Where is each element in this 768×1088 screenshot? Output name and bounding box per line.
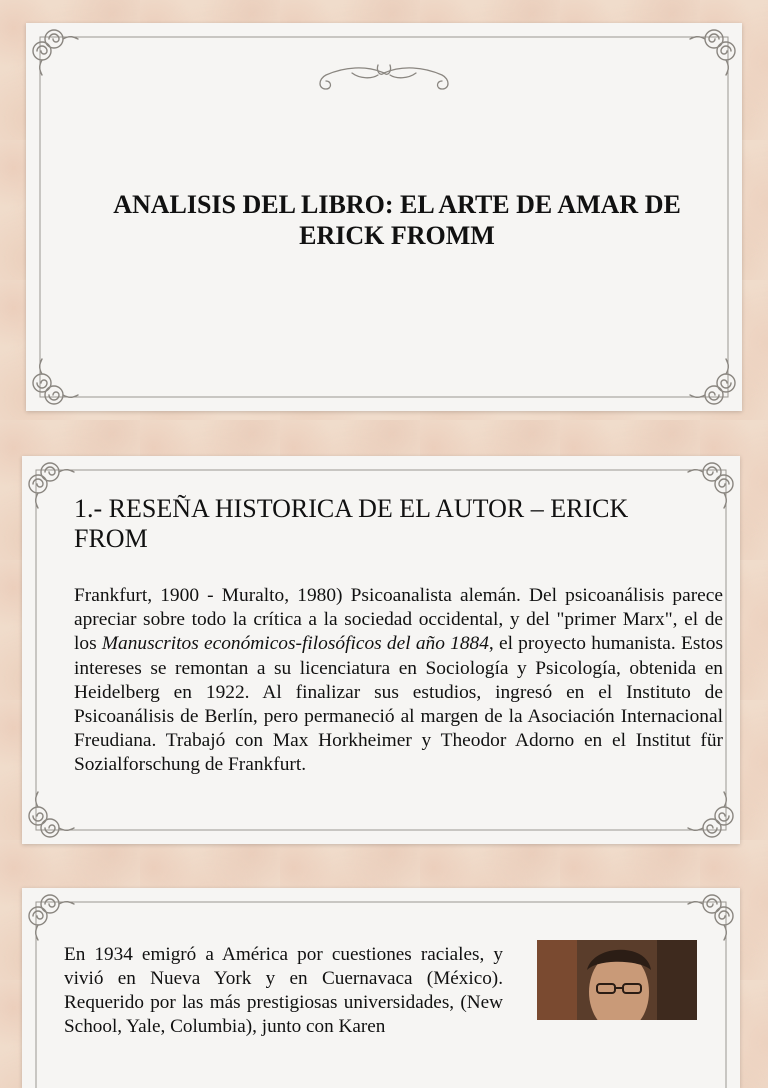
section-heading: 1.- RESEÑA HISTORICA DE EL AUTOR – ERICK FROM <box>74 494 629 553</box>
author-photo <box>537 940 697 1020</box>
emigration-slide <box>22 888 740 1088</box>
book-title-italic: Manuscritos económicos-filosóficos del año 1884 <box>101 633 489 655</box>
paragraph-text: Frankfurt, 1900 - Muralto, 1980) Psicoanalista alemán. Del psicoanálisis parece apreciar sobre todo la crítica a la sociedad occidental, y del "primer Marx", el de los <box>74 585 723 655</box>
paragraph-text: , el proyecto humanista. Estos intereses se remontan a su licenciatura en Sociología y Psicología, obtenida en Heidelberg en 1922. Al finalizar sus estudios, ingresó en el Instituto de Psicoanálisis de Berlín, pero permaneció al margen de la Asociación Internacional Freudiana. Trabajó con Max Horkheimer y Theodor Adorno en el Institut für Sozialforschung de Frankfurt. <box>74 633 723 776</box>
page-title <box>82 189 712 251</box>
title-slide <box>26 23 742 411</box>
emigration-paragraph: En 1934 emigró a América por cuestiones raciales, y vivió en Nueva York y en Cuernavaca (México). Requerido por las más prestigiosas universidades, (New School, Yale, Columbia), junto con Karen <box>64 944 503 1037</box>
author-biography-paragraph <box>74 584 723 778</box>
title-line: ANALISIS DEL LIBRO: EL ARTE DE AMAR DE <box>113 190 681 219</box>
scroll-ornament-icon <box>320 65 448 89</box>
author-portrait-image <box>537 940 697 1020</box>
title-line: ERICK FROMM <box>299 221 495 250</box>
author-history-slide <box>22 456 740 844</box>
